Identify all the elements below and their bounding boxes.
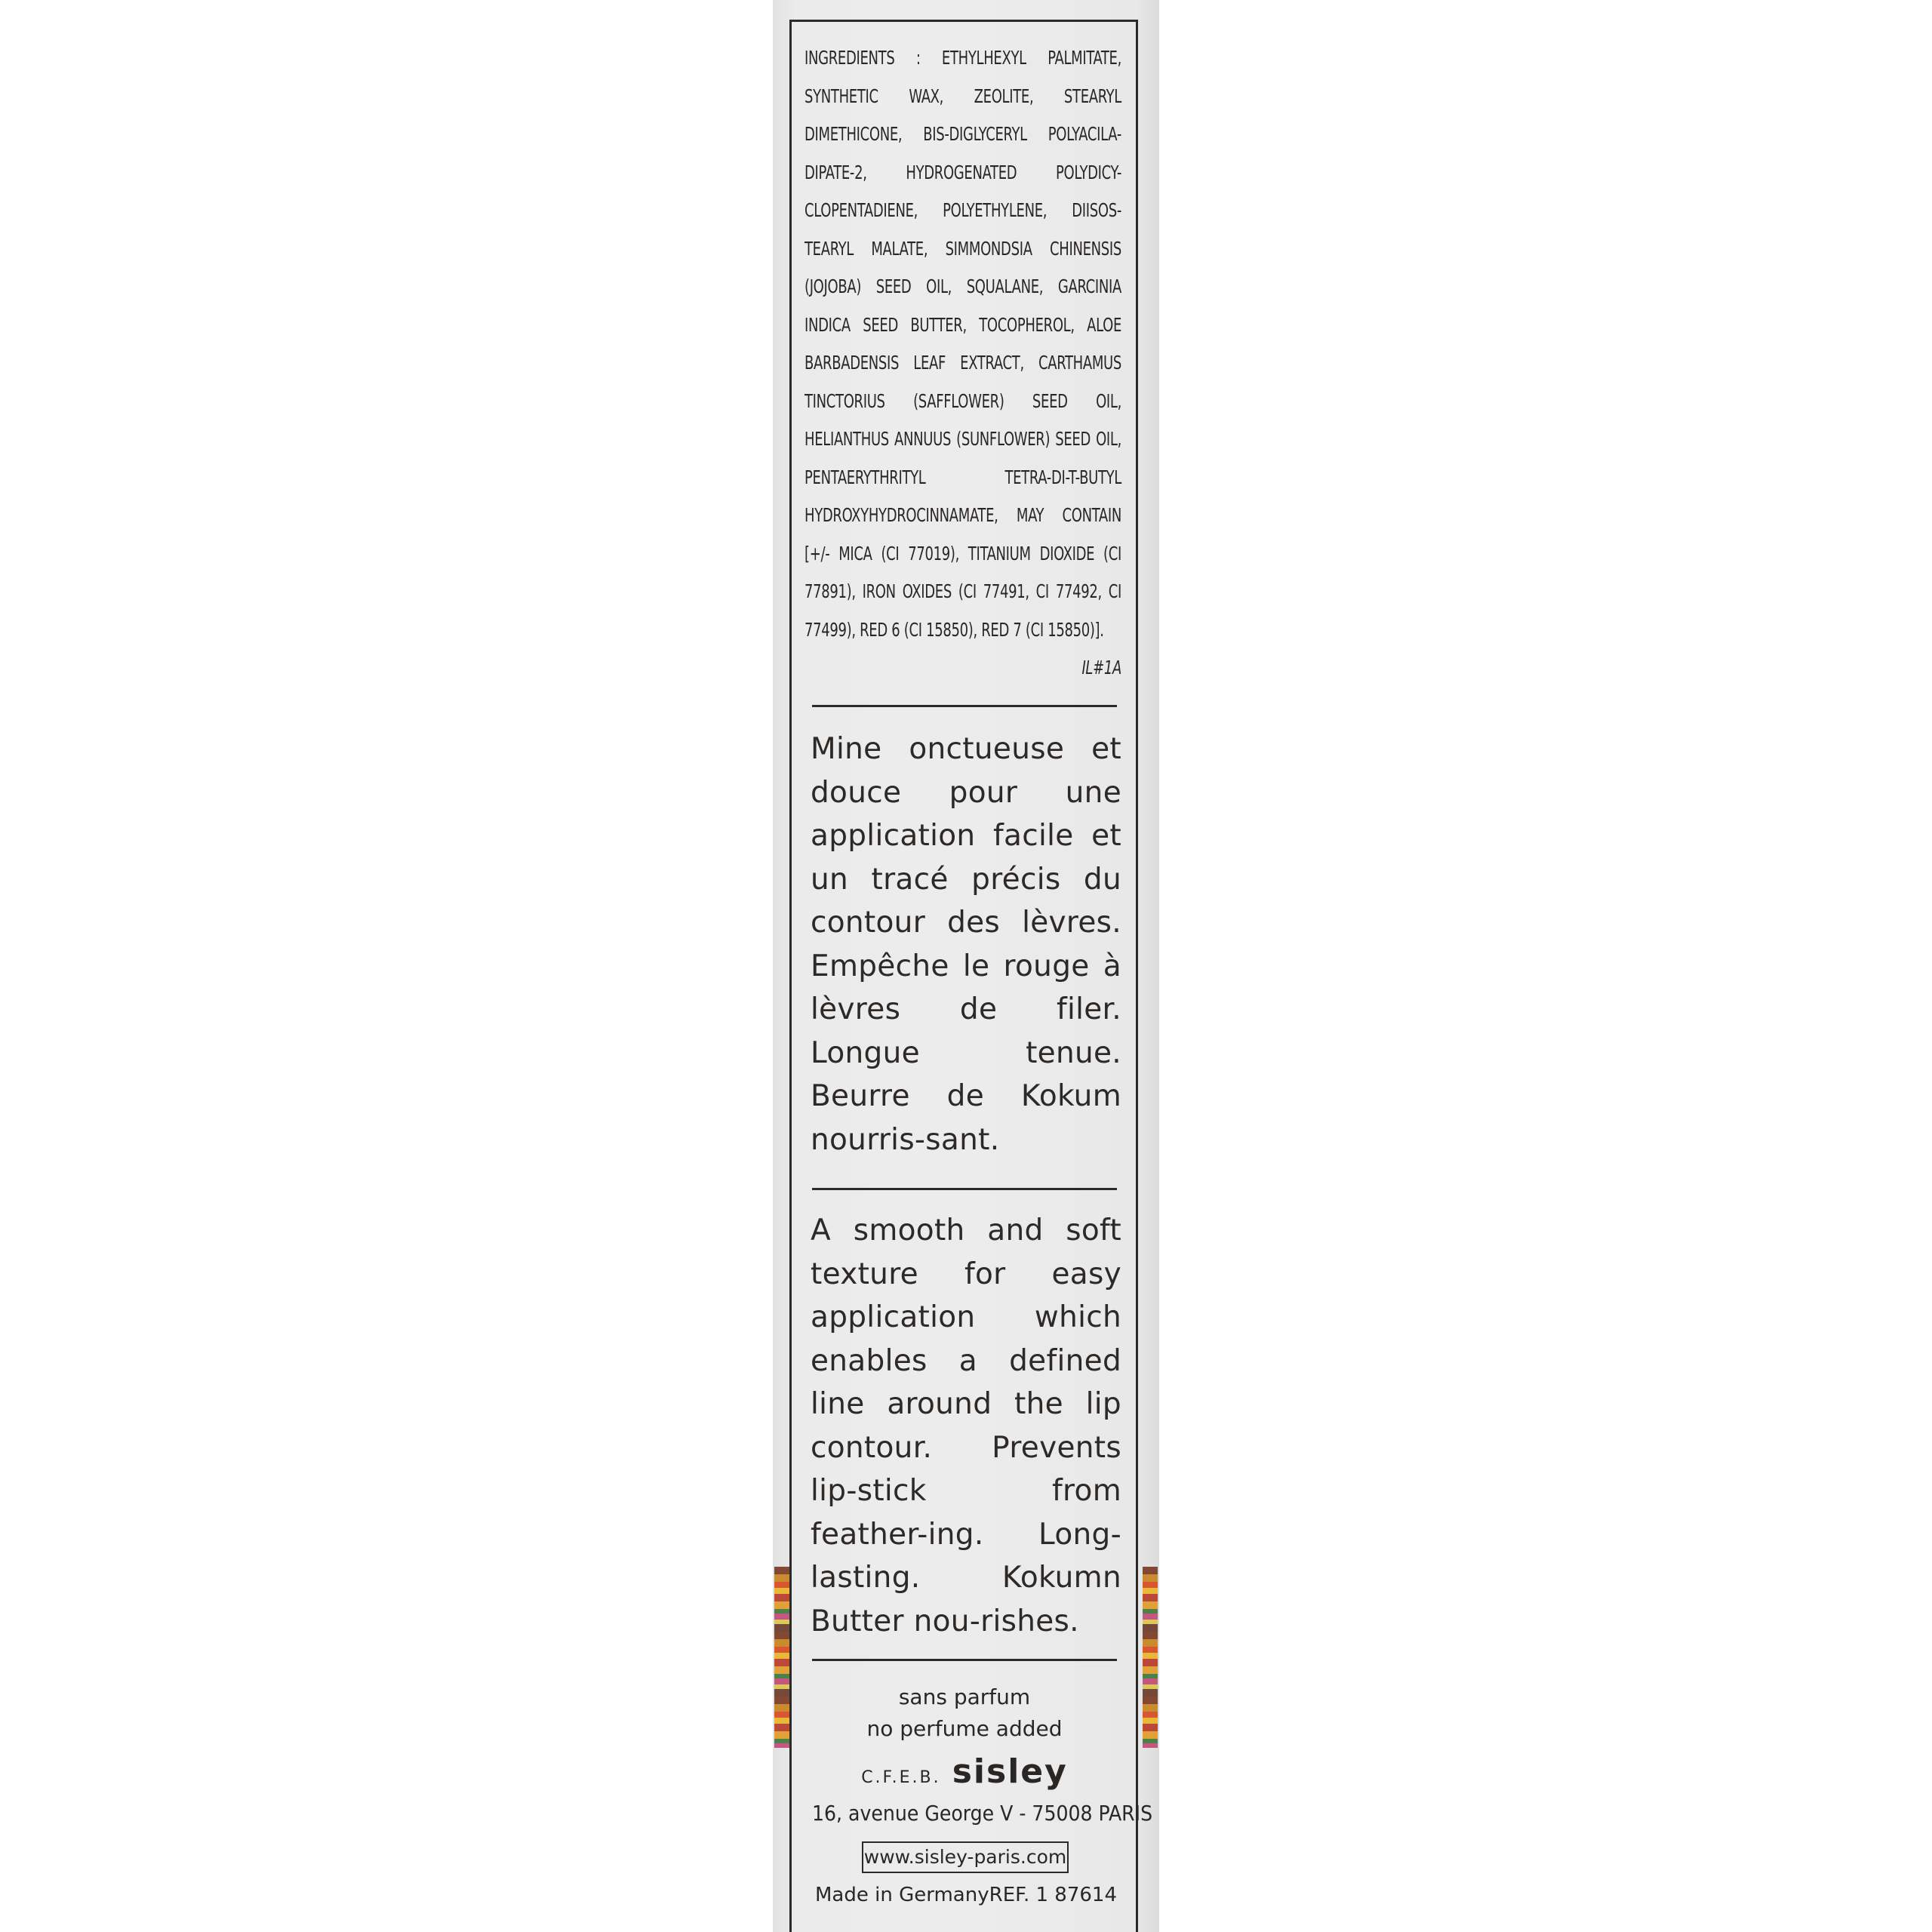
color-stripe-right: [1143, 1567, 1158, 1748]
made-in-label: Made in Germany: [815, 1884, 989, 1906]
website-link[interactable]: www.sisley-paris.com: [862, 1841, 1069, 1873]
sans-parfum-label: sans parfum: [898, 1684, 1031, 1709]
no-perfume-label: no perfume added: [866, 1716, 1063, 1741]
divider-rule: [812, 705, 1117, 707]
ingredients-text: INGREDIENTS : ETHYLHEXYL PALMITATE, SYNTHETIC WAX, ZEOLITE, STEARYL DIMETHICONE, BIS-DIGLYCERYL POLYACILA-DIPATE-2, HYDROGENATED POLYDICY-CLOPENTADIENE, POLYETHYLENE, DIISOS-TEARYL MALATE, SIMMONDSIA CHINENSIS (JOJOBA) SEED OIL, SQUALANE, GARCINIA INDICA SEED BUTTER, TOCOPHEROL, ALOE BARBADENSIS LEAF EXTRACT, CARTHAMUS TINCTORIUS (SAFFLOWER) SEED OIL, HELIANTHUS ANNUUS (SUNFLOWER) SEED OIL, PENTAERYTHRITYL TETRA-DI-T-BUTYL HYDROXYHYDROCINNAMATE, MAY CONTAIN [+/- MICA (CI 77019), TITANIUM DIOXIDE (CI 77891), IRON OXIDES (CI 77491, CI 77492, CI 77499), RED 6 (CI 15850), RED 7 (CI 15850)].: [804, 47, 1121, 641]
english-description-text: A smooth and soft texture for easy application which enables a defined line around the lip contour. Prevents lip-stick from feather-ing. Long-lasting. Kokumn Butter nou-rishes.: [811, 1214, 1121, 1638]
ingredients-list: [804, 39, 1121, 688]
divider-rule: [812, 1659, 1117, 1661]
batch-code: IL#1A: [1081, 657, 1121, 678]
reference-number: REF. 1 87614: [989, 1884, 1117, 1906]
english-description: [811, 1209, 1121, 1643]
brand-logo: sisley: [952, 1752, 1068, 1791]
brand-line: [812, 1752, 1117, 1791]
french-description: [811, 728, 1121, 1161]
origin-reference-line: [815, 1884, 1117, 1906]
french-description-text: Mine onctueuse et douce pour une application facile et un tracé précis du contour des lèvres. Empêche le rouge à lèvres de filer. Longue tenue. Beurre de Kokum nourris-sant.: [811, 732, 1121, 1157]
company-address: 16, avenue George V - 75008 PARIS: [812, 1801, 1153, 1826]
color-stripe-left: [774, 1567, 789, 1748]
company-abbreviation: C.F.E.B.: [861, 1768, 941, 1787]
divider-rule: [812, 1188, 1117, 1190]
